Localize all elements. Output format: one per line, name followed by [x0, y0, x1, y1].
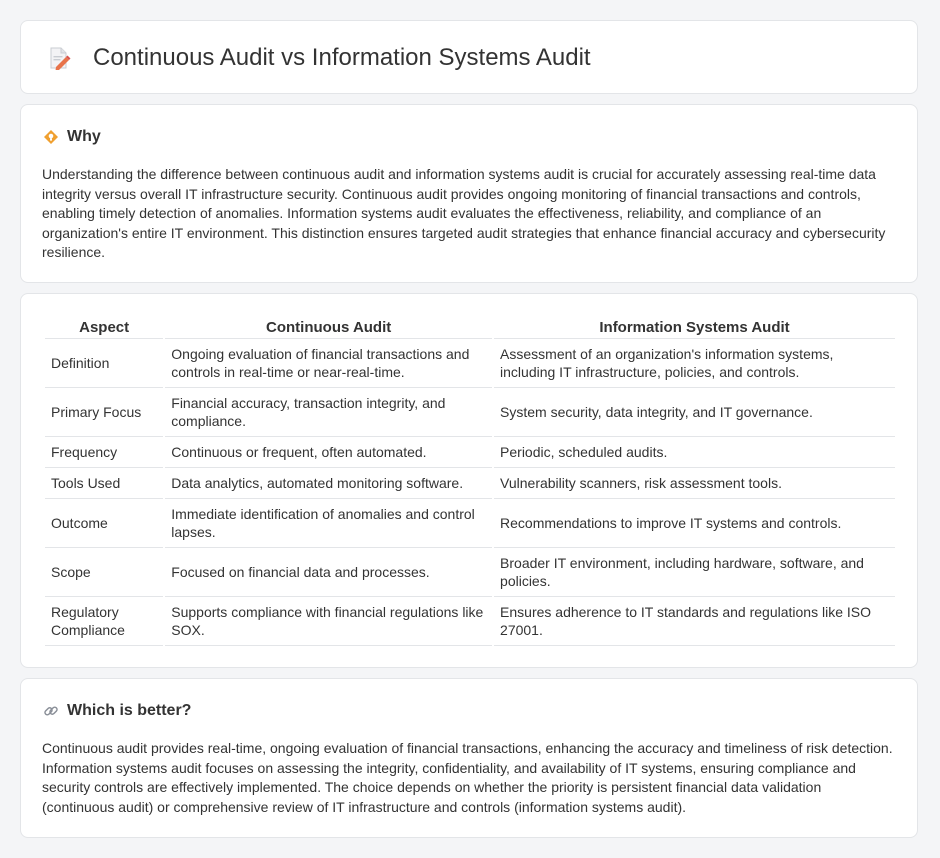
- cell-aspect: Regulatory Compliance: [45, 597, 163, 646]
- page-title: Continuous Audit vs Information Systems Audit: [93, 44, 591, 71]
- cell-isa: Periodic, scheduled audits.: [494, 437, 895, 468]
- cell-isa: Ensures adherence to IT standards and regulations like ISO 27001.: [494, 597, 895, 646]
- better-heading: Which is better?: [67, 702, 192, 719]
- table-row: [45, 548, 895, 597]
- table-row: [45, 468, 895, 499]
- table-row: [45, 339, 895, 388]
- title-card: [20, 20, 918, 94]
- cell-isa: Broader IT environment, including hardware, software, and policies.: [494, 548, 895, 597]
- header-aspect: Aspect: [45, 316, 163, 339]
- link-icon: [43, 703, 59, 719]
- why-heading-row: [43, 127, 101, 147]
- lightbulb-icon: [43, 129, 59, 145]
- cell-isa: Vulnerability scanners, risk assessment tools.: [494, 468, 895, 499]
- table-row: [45, 437, 895, 468]
- cell-aspect: Tools Used: [45, 468, 163, 499]
- cell-continuous: Ongoing evaluation of financial transactions and controls in real-time or near-real-time.: [165, 339, 492, 388]
- cell-continuous: Continuous or frequent, often automated.: [165, 437, 492, 468]
- cell-aspect: Scope: [45, 548, 163, 597]
- table-row: [45, 499, 895, 548]
- cell-continuous: Data analytics, automated monitoring software.: [165, 468, 492, 499]
- comparison-section: [20, 293, 918, 668]
- cell-isa: Recommendations to improve IT systems and controls.: [494, 499, 895, 548]
- why-section: [20, 104, 918, 283]
- table-row: [45, 388, 895, 437]
- table-row: [45, 597, 895, 646]
- why-paragraph: Understanding the difference between continuous audit and information systems audit is crucial for accurately assessing real-time data integrity versus overall IT infrastructure security. Continuous audit provides ongoing monitoring of financial transactions and controls, enabling timely detection of anomalies. Information systems audit evaluates the effectiveness, reliability, and compliance of an organization's entire IT environment. This distinction ensures targeted audit strategies that enhance financial accuracy and cybersecurity resilience.: [42, 166, 886, 261]
- cell-isa: Assessment of an organization's information systems, including IT infrastructure, policies, and controls.: [494, 339, 895, 388]
- cell-isa: System security, data integrity, and IT governance.: [494, 388, 895, 437]
- better-heading-row: [43, 701, 191, 721]
- cell-aspect: Frequency: [45, 437, 163, 468]
- why-heading: Why: [67, 128, 101, 145]
- table-header-row: [45, 316, 895, 339]
- cell-continuous: Immediate identification of anomalies and control lapses.: [165, 499, 492, 548]
- cell-continuous: Supports compliance with financial regulations like SOX.: [165, 597, 492, 646]
- header-information-systems-audit: Information Systems Audit: [494, 316, 895, 339]
- which-is-better-section: [20, 678, 918, 838]
- better-paragraph: Continuous audit provides real-time, ongoing evaluation of financial transactions, enhancing the accuracy and timeliness of risk detection. Information systems audit focuses on assessing the integrity, confidentiality, and availability of IT systems, ensuring compliance and security controls are effectively implemented. The choice depends on whether the priority is persistent financial data validation (continuous audit) or comprehensive review of IT infrastructure and controls (information systems audit).: [42, 740, 893, 815]
- cell-aspect: Primary Focus: [45, 388, 163, 437]
- cell-aspect: Outcome: [45, 499, 163, 548]
- cell-aspect: Definition: [45, 339, 163, 388]
- title-row: [47, 21, 591, 95]
- cell-continuous: Financial accuracy, transaction integrity, and compliance.: [165, 388, 492, 437]
- cell-continuous: Focused on financial data and processes.: [165, 548, 492, 597]
- comparison-table: [43, 316, 897, 646]
- header-continuous-audit: Continuous Audit: [165, 316, 492, 339]
- document-edit-icon: [47, 46, 71, 70]
